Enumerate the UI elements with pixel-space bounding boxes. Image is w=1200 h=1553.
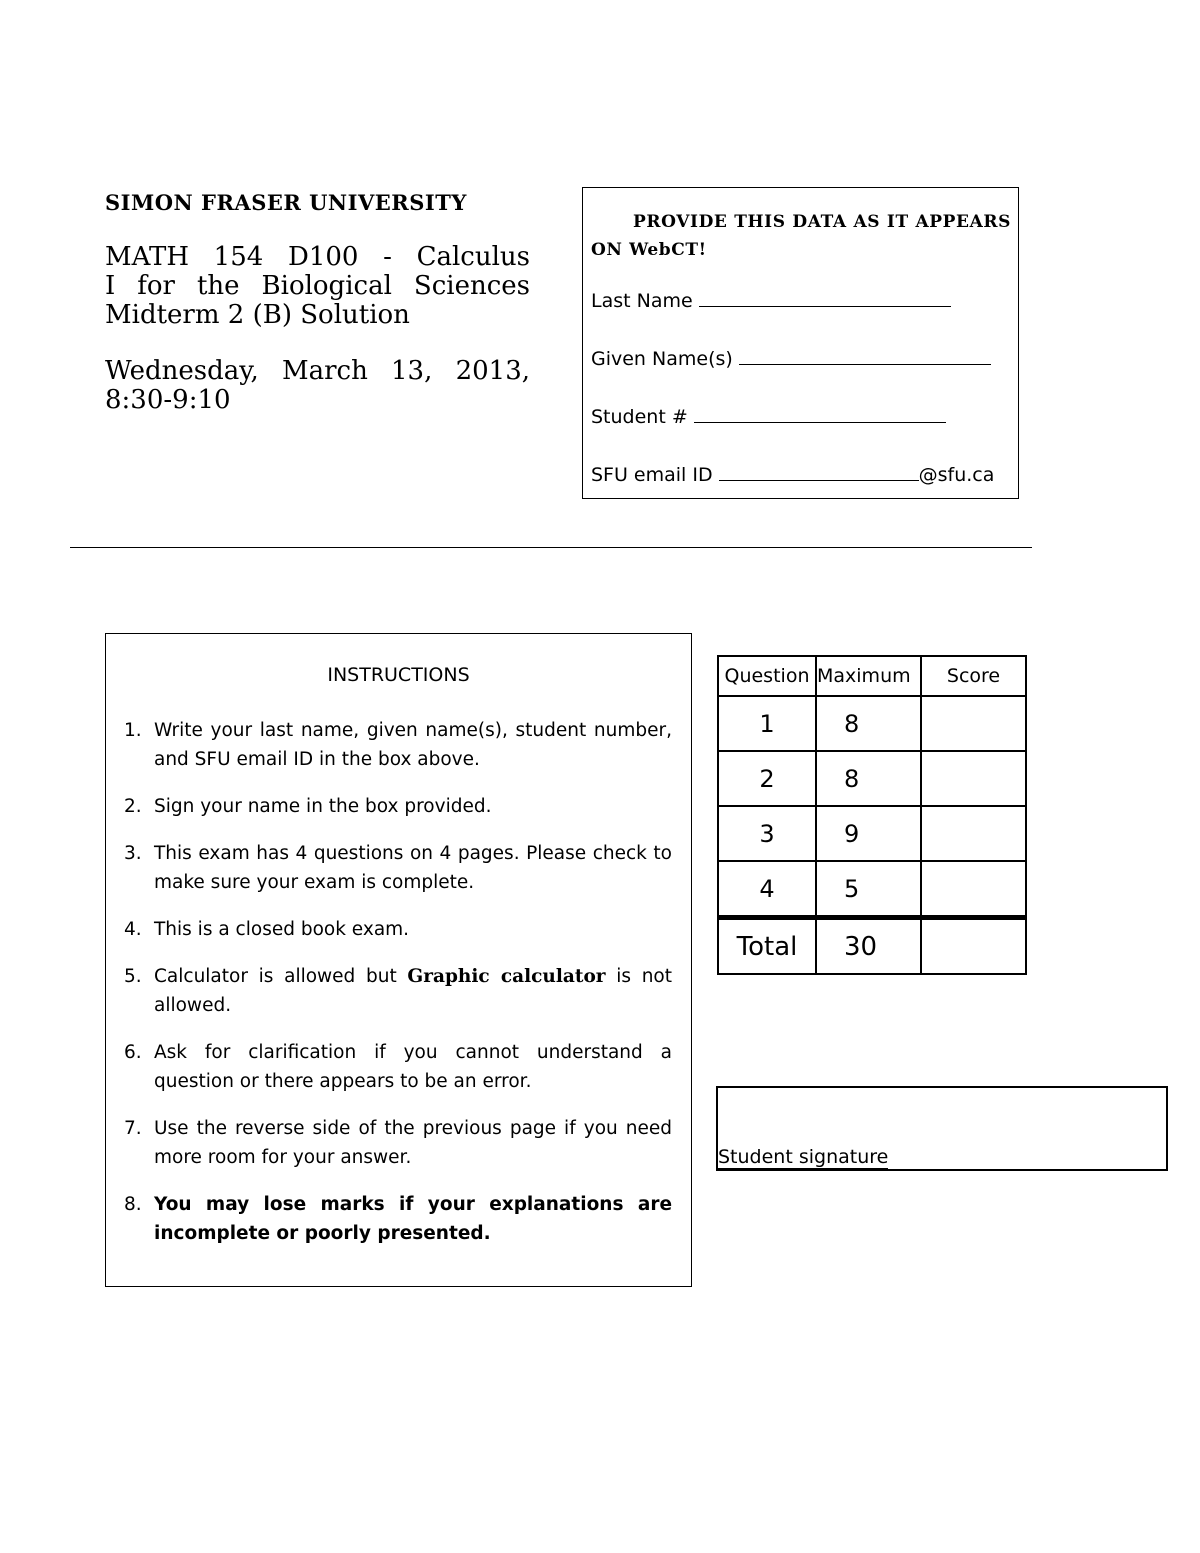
maximum-cell: 9: [816, 806, 921, 861]
horizontal-divider: [70, 547, 1032, 548]
instruction-text: You may lose marks if your explanations are incomplete or poorly presented.: [154, 1194, 672, 1244]
given-name-label: Given Name(s): [591, 348, 733, 370]
column-header: Maximum: [816, 656, 921, 696]
question-cell: 3: [718, 806, 816, 861]
email-suffix: @sfu.ca: [918, 464, 995, 486]
maximum-cell: 8: [816, 696, 921, 751]
maximum-cell: 5: [816, 861, 921, 918]
question-cell: 2: [718, 751, 816, 806]
last-name-blank[interactable]: [699, 288, 951, 307]
question-cell: 4: [718, 861, 816, 918]
instruction-text: is not allowed.: [154, 966, 672, 1016]
instruction-bold-text: Graphic calculator: [407, 966, 606, 987]
instruction-number: 5.: [124, 966, 142, 987]
score-table: [717, 655, 1027, 975]
score-cell[interactable]: [921, 751, 1026, 806]
score-cell[interactable]: [921, 806, 1026, 861]
score-table-header-row: [718, 656, 1026, 696]
table-row: [718, 861, 1026, 918]
total-row: [718, 918, 1026, 975]
last-name-label: Last Name: [591, 290, 693, 312]
student-number-field: [591, 404, 946, 428]
instruction-number: 4.: [124, 919, 142, 940]
table-row: [718, 696, 1026, 751]
instruction-number: 8.: [124, 1194, 142, 1215]
total-maximum: 30: [816, 918, 921, 975]
instructions-box: [105, 633, 692, 1287]
given-name-blank[interactable]: [739, 346, 991, 365]
instructions-list: [124, 716, 672, 1266]
instruction-text: This exam has 4 questions on 4 pages. Please check to make sure your exam is complete.: [154, 843, 672, 893]
total-label: Total: [718, 918, 816, 975]
email-label: SFU email ID: [591, 464, 713, 486]
instruction-text: Sign your name in the box provided.: [154, 796, 492, 817]
exam-date-line: Wednesday, March 13, 2013,: [105, 356, 530, 386]
score-cell[interactable]: [921, 861, 1026, 918]
email-blank[interactable]: [719, 462, 919, 481]
instruction-item: [124, 716, 672, 774]
instruction-text: This is a closed book exam.: [154, 919, 410, 940]
exam-date: [105, 357, 530, 415]
instruction-text: Ask for clarification if you cannot understand a question or there appears to be an error.: [154, 1042, 672, 1092]
maximum-cell: 8: [816, 751, 921, 806]
column-header: Score: [921, 656, 1026, 696]
instruction-text: Write your last name, given name(s), student number, and SFU email ID in the box above.: [154, 720, 672, 770]
instruction-item: [124, 792, 672, 821]
instruction-number: 6.: [124, 1042, 142, 1063]
signature-label: Student signature: [718, 1146, 889, 1168]
score-cell[interactable]: [921, 696, 1026, 751]
student-number-label: Student #: [591, 406, 688, 428]
course-title-line: Midterm 2 (B) Solution: [105, 300, 410, 330]
instruction-number: 7.: [124, 1118, 142, 1139]
given-name-field: [591, 346, 991, 370]
instruction-item: [124, 1190, 672, 1248]
question-cell: 1: [718, 696, 816, 751]
course-title: [105, 243, 530, 330]
column-header: Question: [718, 656, 816, 696]
total-score-cell[interactable]: [921, 918, 1026, 975]
student-data-box: [582, 187, 1019, 499]
table-row: [718, 751, 1026, 806]
instruction-item: [124, 962, 672, 1020]
instruction-item: [124, 1038, 672, 1096]
data-box-heading: PROVIDE THIS DATA AS IT APPEARS ON WebCT!: [591, 212, 1011, 260]
last-name-field: [591, 288, 951, 312]
course-title-line: MATH 154 D100 - Calculus: [105, 242, 530, 272]
instruction-number: 2.: [124, 796, 142, 817]
university-name: SIMON FRASER UNIVERSITY: [105, 190, 467, 215]
instruction-number: 3.: [124, 843, 142, 864]
instruction-item: [124, 839, 672, 897]
course-title-line: I for the Biological Sciences: [105, 271, 530, 301]
instructions-heading: INSTRUCTIONS: [327, 664, 470, 686]
exam-time-line: 8:30-9:10: [105, 385, 231, 415]
email-field: [591, 462, 994, 486]
student-number-blank[interactable]: [694, 404, 946, 423]
table-row: [718, 806, 1026, 861]
signature-box[interactable]: [716, 1086, 1168, 1171]
instruction-item: [124, 1114, 672, 1172]
instruction-text: Calculator is allowed but: [154, 966, 408, 987]
instruction-number: 1.: [124, 720, 142, 741]
instruction-text: Use the reverse side of the previous page if you need more room for your answer.: [154, 1118, 672, 1168]
instruction-item: [124, 915, 672, 944]
